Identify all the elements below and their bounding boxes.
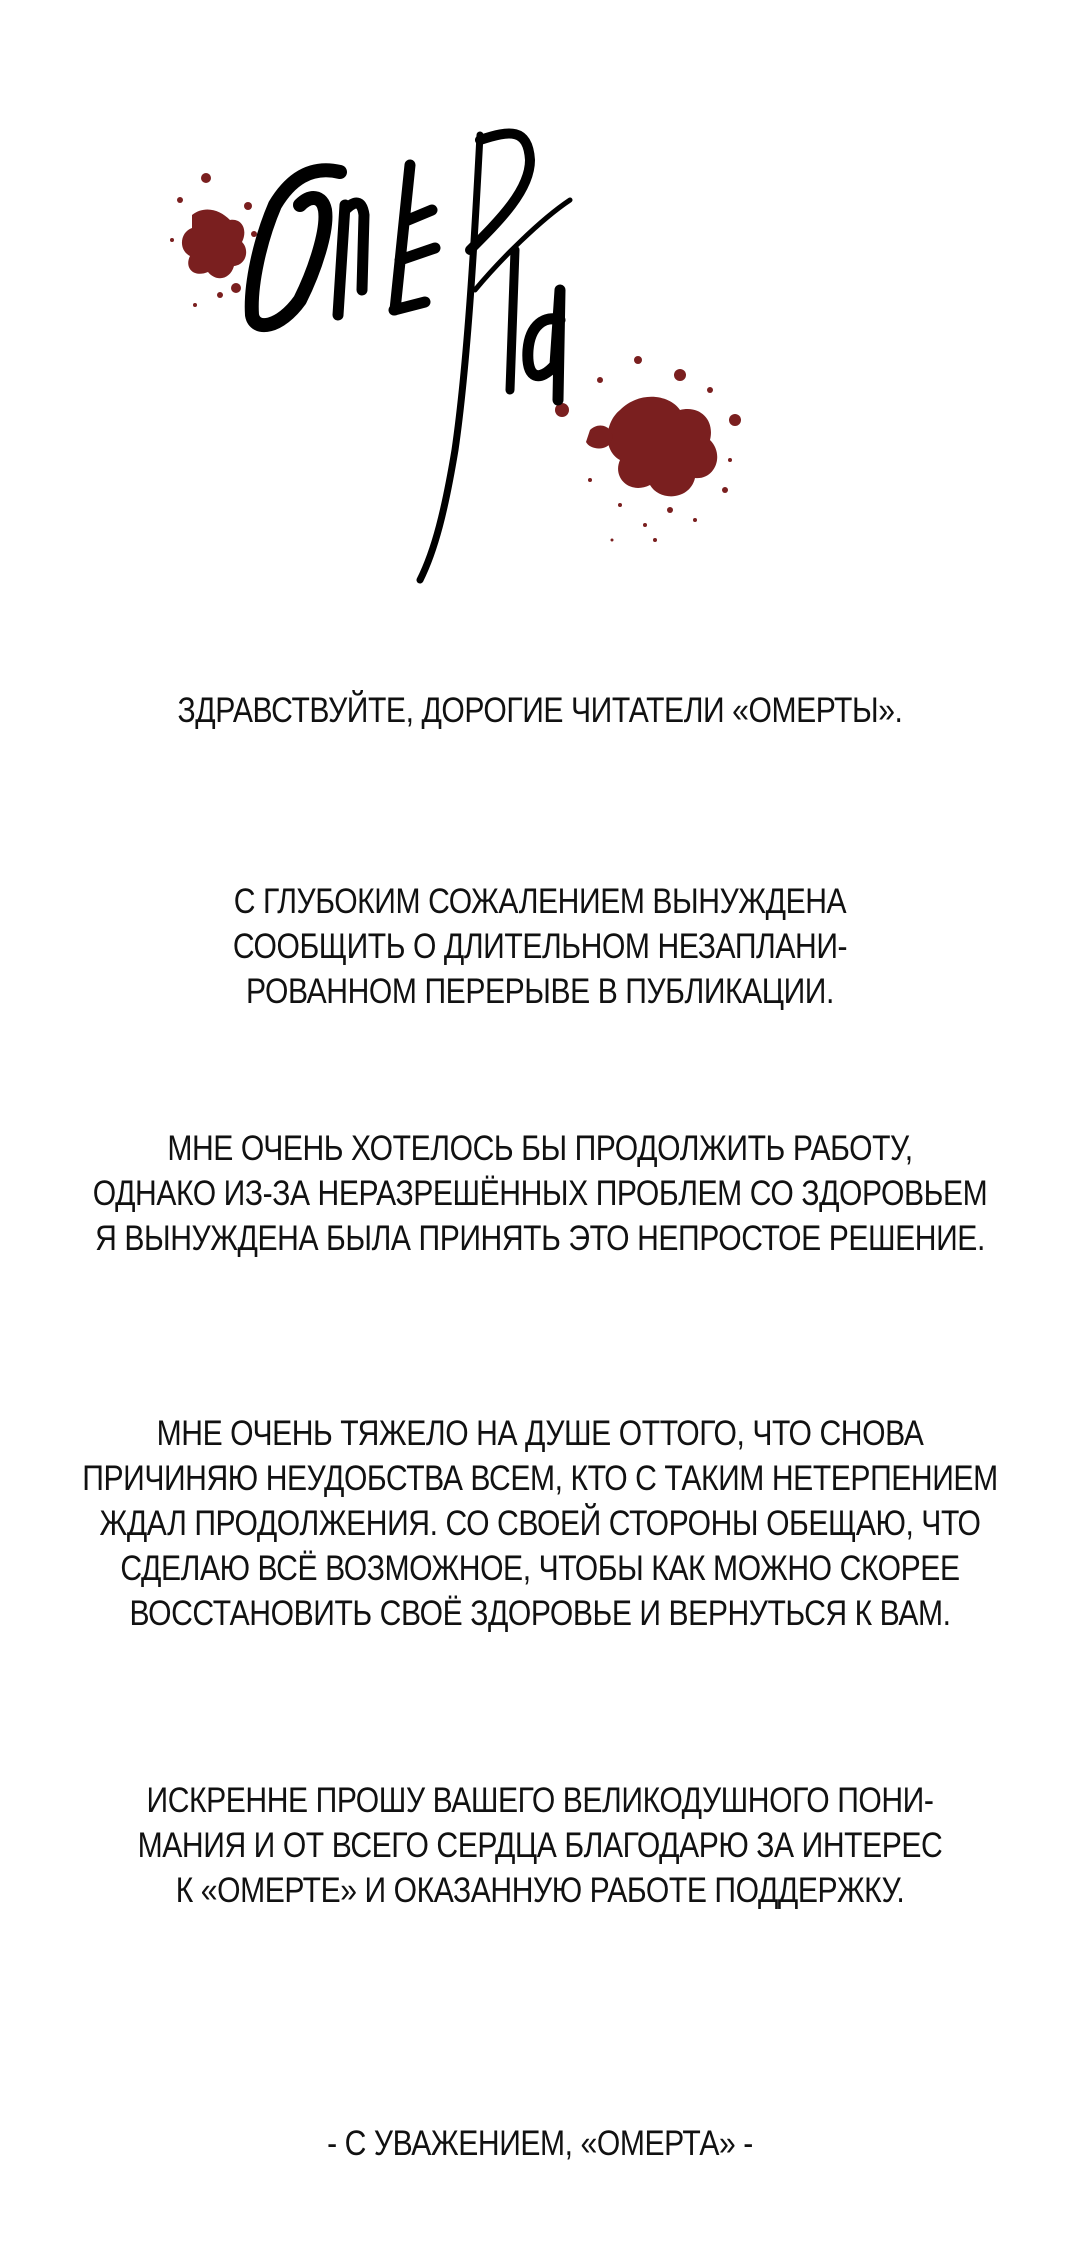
blood-splatter-right [555,356,741,542]
text-line: С ГЛУБОКИМ СОЖАЛЕНИЕМ ВЫНУЖДЕНА [233,882,847,921]
omerta-logo [150,110,950,590]
text-line: МАНИЯ И ОТ ВСЕГО СЕРДЦА БЛАГОДАРЮ ЗА ИНТЕРЕС [137,1826,943,1865]
signature [0,2121,1080,2166]
text-line: СООБЩИТЬ О ДЛИТЕЛЬНОМ НЕЗАПЛАНИ- [232,927,848,966]
greeting [0,688,1080,733]
text-line: К «ОМЕРТЕ» И ОКАЗАННУЮ РАБОТЕ ПОДДЕРЖКУ. [175,1871,905,1910]
text-line: МНЕ ОЧЕНЬ ТЯЖЕЛО НА ДУШЕ ОТТОГО, ЧТО СНОВА [156,1414,924,1453]
text-line: ПРИЧИНЯЮ НЕУДОБСТВА ВСЕМ, КТО С ТАКИМ НЕТЕРПЕНИЕМ [82,1459,998,1498]
omerta-lettering [252,133,570,580]
text-line: СДЕЛАЮ ВСЁ ВОЗМОЖНОЕ, ЧТОБЫ КАК МОЖНО СКОРЕЕ [120,1549,960,1588]
paragraph-3 [0,1411,1080,1636]
text-line: РОВАННОМ ПЕРЕРЫВЕ В ПУБЛИКАЦИИ. [246,972,834,1011]
paragraph-4 [0,1778,1080,1913]
text-line: ВОССТАНОВИТЬ СВОЁ ЗДОРОВЬЕ И ВЕРНУТЬСЯ К ВАМ. [129,1594,951,1633]
text-line: ЖДАЛ ПРОДОЛЖЕНИЯ. СО СВОЕЙ СТОРОНЫ ОБЕЩАЮ, ЧТО [99,1504,981,1543]
paragraph-2 [0,1126,1080,1261]
blood-splatter-left [170,173,257,307]
text-line: МНЕ ОЧЕНЬ ХОТЕЛОСЬ БЫ ПРОДОЛЖИТЬ РАБОТУ, [167,1129,913,1168]
paragraph-1 [0,879,1080,1014]
signature-text: - С УВАЖЕНИЕМ, «ОМЕРТА» - [327,2124,753,2163]
greeting-text: ЗДРАВСТВУЙТЕ, ДОРОГИЕ ЧИТАТЕЛИ «ОМЕРТЫ». [177,691,903,730]
text-line: ОДНАКО ИЗ-ЗА НЕРАЗРЕШЁННЫХ ПРОБЛЕМ СО ЗДОРОВЬЕМ [92,1174,988,1213]
text-line: Я ВЫНУЖДЕНА БЫЛА ПРИНЯТЬ ЭТО НЕПРОСТОЕ РЕШЕНИЕ. [95,1219,985,1258]
text-line: ИСКРЕННЕ ПРОШУ ВАШЕГО ВЕЛИКОДУШНОГО ПОНИ- [146,1781,934,1820]
